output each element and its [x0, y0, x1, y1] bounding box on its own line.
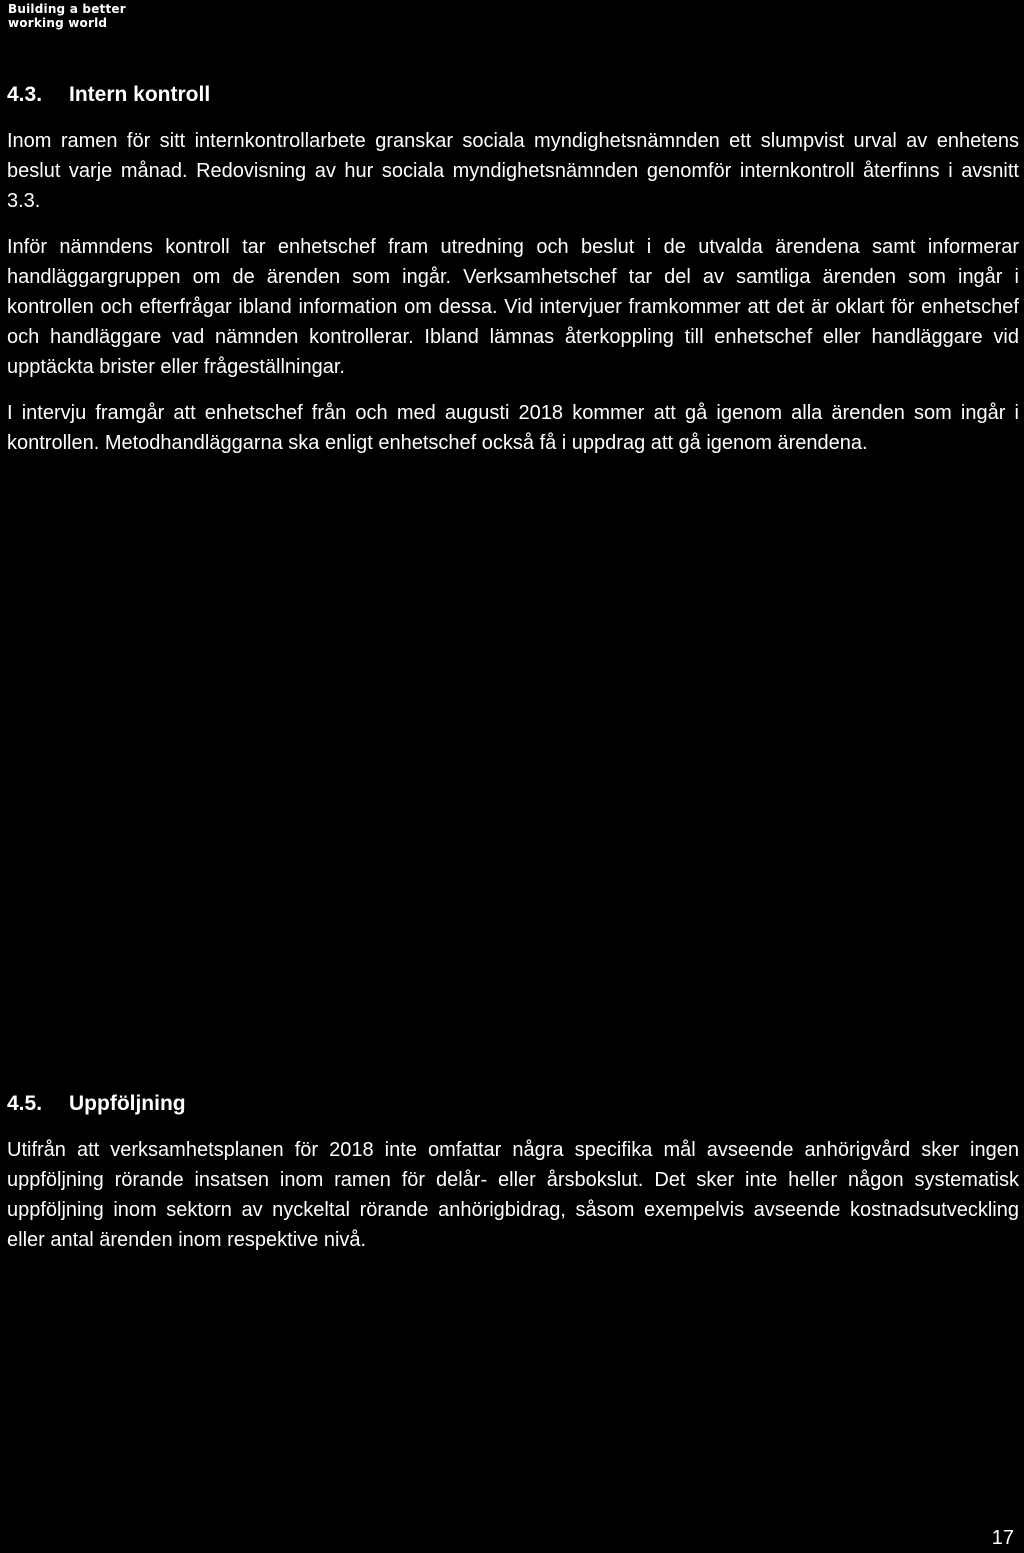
section-heading [7, 1091, 1019, 1117]
section-number: 4.3. [7, 83, 43, 106]
section-intern-kontroll [7, 82, 1019, 474]
tagline-line-2: working world [8, 16, 108, 30]
paragraph: I intervju framgår att enhetschef från och med augusti 2018 kommer att gå igenom alla ärenden som ingår i kontrollen. Metodhandläggarna ska enligt enhetschef också få i uppdrag att gå igenom ärendena. [7, 402, 1019, 454]
section-title: Uppföljning [69, 1092, 186, 1115]
paragraph: Inom ramen för sitt internkontrollarbete granskar sociala myndighetsnämnden ett slumpvist urval av enhetens beslut varje månad. Redovisning av hur sociala myndighetsnämnden genomför internkontroll återfinns i avsnitt 3.3. [7, 130, 1019, 212]
section-heading [7, 82, 1019, 108]
paragraph: Utifrån att verksamhetsplanen för 2018 inte omfattar några specifika mål avseende anhörigvård sker ingen uppföljning rörande insatsen inom ramen för delår- eller årsbokslut. Det sker inte heller någon systematisk uppföljning inom sektorn av nyckeltal rörande anhörigbidrag, såsom exempelvis avseende kostnadsutveckling eller antal ärenden inom respektive nivå. [7, 1139, 1019, 1251]
paragraph: Inför nämndens kontroll tar enhetschef fram utredning och beslut i de utvalda ärendena samt informerar handläggargruppen om de ärenden som ingår. Verksamhetschef tar del av samtliga ärenden som ingår i kontrollen och efterfrågar ibland information om dessa. Vid intervjuer framkommer att det är oklart för enhetschef och handläggare vad nämnden kontrollerar. Ibland lämnas återkoppling till enhetschef eller handläggare vid upptäckta brister eller frågeställningar. [7, 236, 1019, 378]
section-uppfoljning [7, 1091, 1019, 1271]
tagline-line-1: Building a better [8, 2, 126, 16]
page-number: 17 [991, 1527, 1014, 1549]
section-number: 4.5. [7, 1092, 43, 1115]
section-title: Intern kontroll [69, 83, 211, 106]
ey-tagline [8, 2, 126, 30]
